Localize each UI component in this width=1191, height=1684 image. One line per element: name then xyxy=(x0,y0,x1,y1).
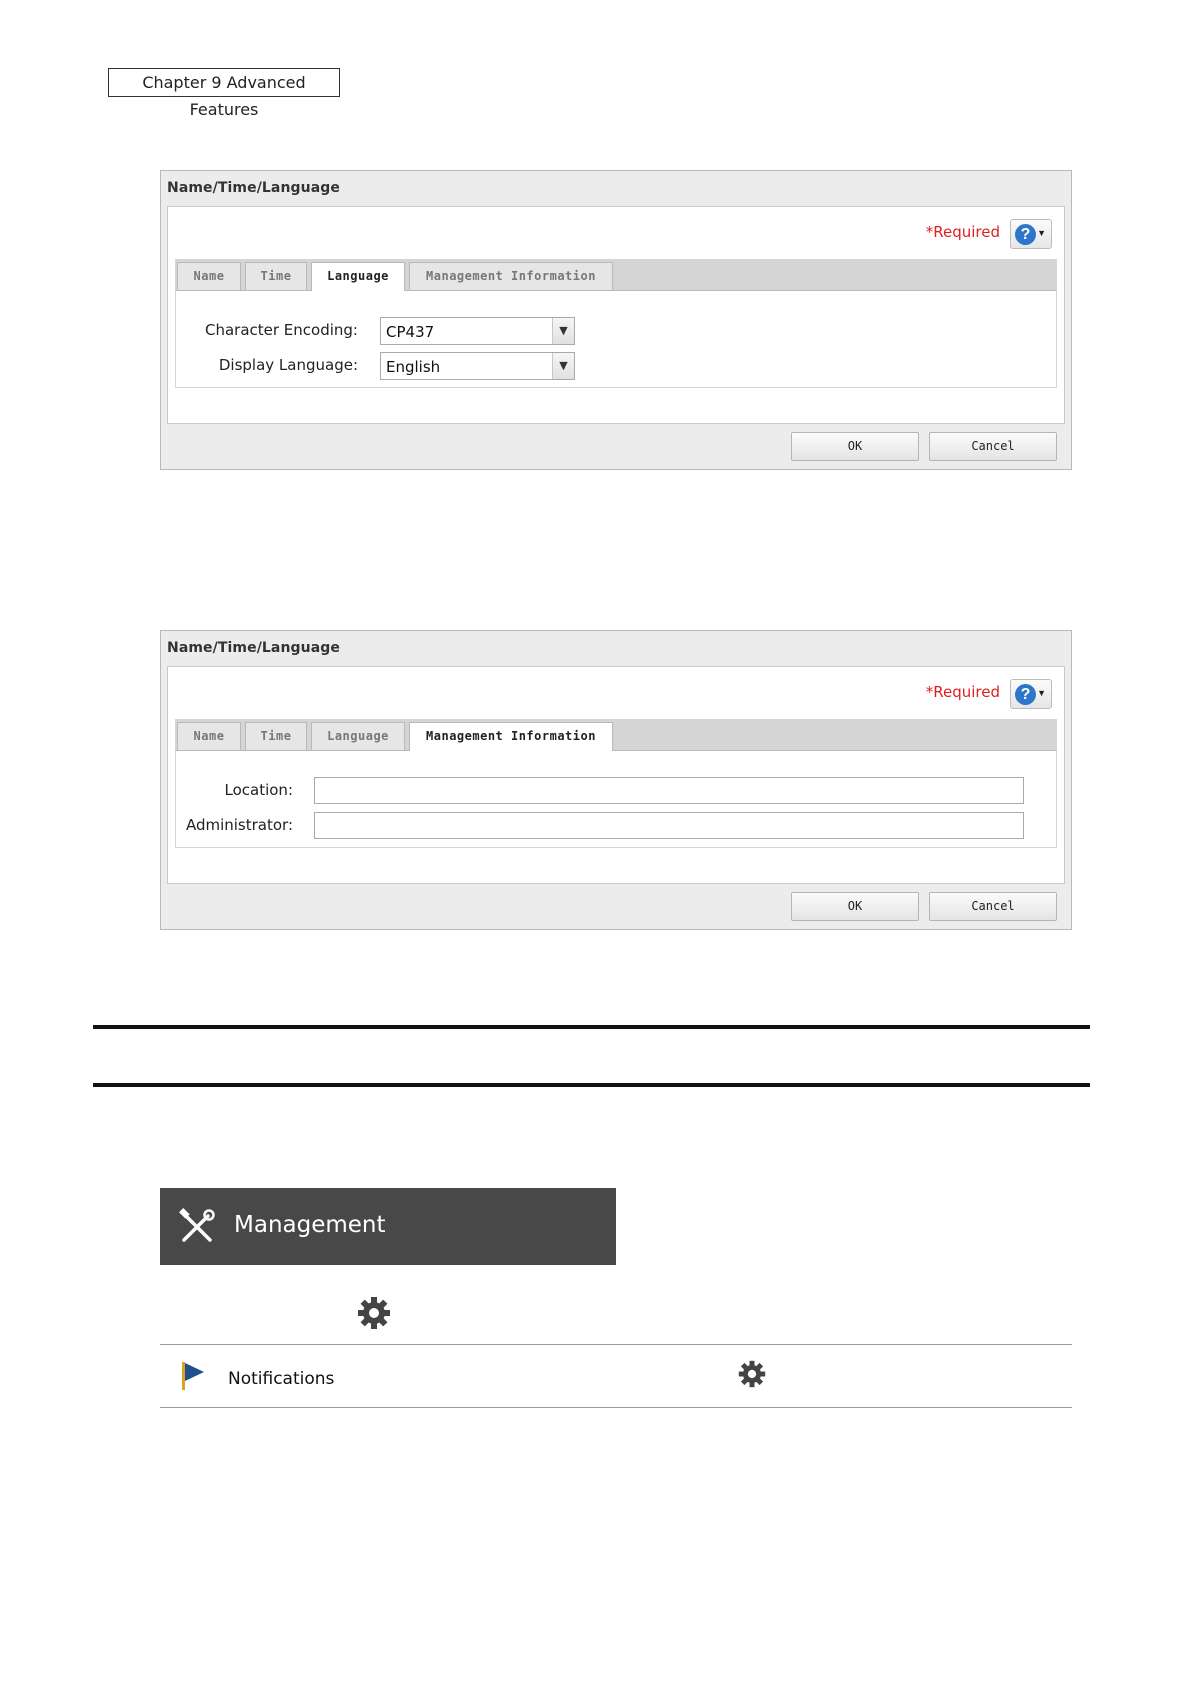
chevron-down-icon: ▼ xyxy=(552,318,574,344)
tab-name[interactable]: Name xyxy=(177,262,241,290)
location-label: Location: xyxy=(224,781,293,799)
tab-management-information[interactable]: Management Information xyxy=(409,722,613,751)
dialog-content xyxy=(167,206,1065,424)
character-encoding-value: CP437 xyxy=(386,323,435,341)
administrator-label: Administrator: xyxy=(185,816,293,834)
chevron-down-icon: ▼ xyxy=(1037,228,1046,238)
notifications-label: Notifications xyxy=(228,1369,335,1389)
location-input[interactable] xyxy=(314,777,1024,804)
ok-button[interactable]: OK xyxy=(791,432,919,461)
gear-icon[interactable] xyxy=(738,1360,766,1388)
administrator-input[interactable] xyxy=(314,812,1024,839)
divider xyxy=(160,1407,1072,1408)
tab-bar xyxy=(175,259,1057,291)
flag-icon xyxy=(180,1360,206,1392)
dialog-title: Name/Time/Language xyxy=(167,640,340,656)
name-time-language-dialog xyxy=(160,170,1072,470)
help-button[interactable] xyxy=(1010,679,1052,709)
chevron-down-icon: ▼ xyxy=(552,353,574,379)
management-label: Management xyxy=(234,1212,386,1238)
tab-management-information[interactable]: Management Information xyxy=(409,262,613,290)
chevron-down-icon: ▼ xyxy=(1037,688,1046,698)
tab-bar xyxy=(175,719,1057,751)
tab-language[interactable]: Language xyxy=(311,722,405,750)
display-language-label: Display Language: xyxy=(218,356,358,374)
display-language-value: English xyxy=(386,358,441,376)
display-language-select[interactable] xyxy=(380,352,575,380)
chapter-label: Chapter 9 Advanced Features xyxy=(108,68,340,97)
character-encoding-label: Character Encoding: xyxy=(204,321,358,339)
ok-button[interactable]: OK xyxy=(791,892,919,921)
help-button[interactable] xyxy=(1010,219,1052,249)
tab-language[interactable]: Language xyxy=(311,262,405,291)
tools-icon xyxy=(178,1208,216,1246)
name-time-language-dialog xyxy=(160,630,1072,930)
required-note: *Required xyxy=(925,683,1000,701)
section-rule-top xyxy=(93,1025,1090,1029)
dialog-content xyxy=(167,666,1065,884)
tab-time[interactable]: Time xyxy=(245,722,307,750)
tab-panel-language xyxy=(175,291,1057,388)
tab-time[interactable]: Time xyxy=(245,262,307,290)
cancel-button[interactable]: Cancel xyxy=(929,892,1057,921)
tab-name[interactable]: Name xyxy=(177,722,241,750)
section-rule-bottom xyxy=(93,1083,1090,1087)
tab-panel-management-information xyxy=(175,751,1057,848)
divider xyxy=(160,1344,1072,1345)
cancel-button[interactable]: Cancel xyxy=(929,432,1057,461)
required-note: *Required xyxy=(925,223,1000,241)
help-icon: ? xyxy=(1015,224,1036,245)
gear-icon xyxy=(357,1296,391,1330)
character-encoding-select[interactable] xyxy=(380,317,575,345)
management-menu-bar[interactable] xyxy=(160,1188,616,1265)
help-icon: ? xyxy=(1015,684,1036,705)
dialog-title: Name/Time/Language xyxy=(167,180,340,196)
